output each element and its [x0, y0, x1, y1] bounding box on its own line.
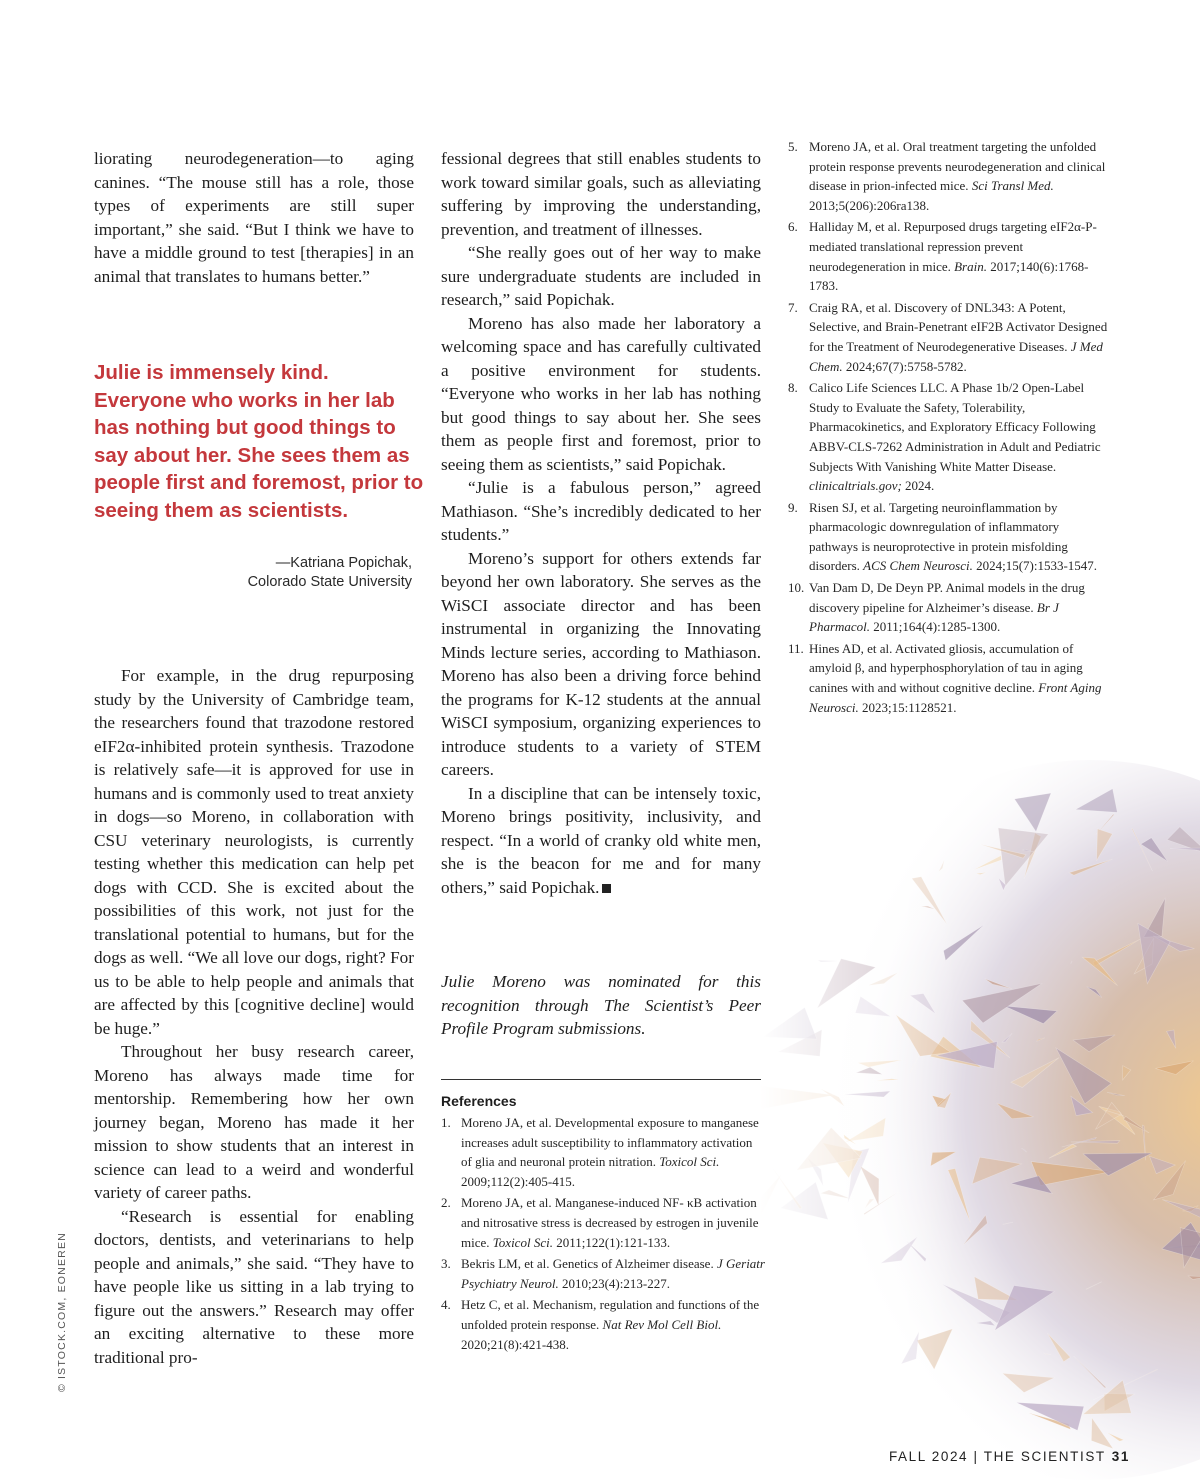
reference-journal: Sci Transl Med. [971, 178, 1054, 194]
reference-item [788, 378, 1110, 496]
reference-number: 9. [788, 499, 798, 515]
reference-number: 3. [441, 1256, 451, 1272]
reference-item [788, 298, 1110, 376]
reference-item [788, 578, 1110, 637]
reference-text: Van Dam D, De Deyn PP. Animal models in the drug discovery pipeline for Alzheimer’s disease. [809, 580, 1085, 615]
reference-item [788, 639, 1110, 717]
faceted-sphere-illustration [760, 760, 1200, 1482]
body-paragraph: Throughout her busy research career, Moreno has always made time for mentorship. Remembering how her own journey began, Moreno has made it her mission to show students that an interest in science can lead to a weird and wonderful variety of career paths. [94, 1042, 414, 1202]
final-paragraph-text: In a discipline that can be intensely toxic, Moreno brings positivity, inclusivity, and respect. “In a world of cranky old white men, she is the beacon for me and for many others,” said Popichak. [441, 783, 761, 897]
reference-text: Moreno JA, et al. Developmental exposure to manganese increases adult susceptibility to inflammatory activation of glia and neuronal protein nitration. [461, 1115, 759, 1170]
reference-text: Hetz C, et al. Mechanism, regulation and functions of the unfolded protein response. [461, 1297, 760, 1332]
reference-journal: clinicaltrials.gov; [809, 478, 902, 494]
references-heading: References [441, 1093, 517, 1109]
reference-journal: Toxicol Sci. [659, 1154, 720, 1170]
body-paragraph: “She really goes out of her way to make sure undergraduate students are included in research,” said Popichak. [441, 243, 761, 309]
reference-citation: 2024. [905, 478, 935, 494]
attribution-name: —Katriana Popichak, [275, 555, 412, 571]
reference-citation: 2011;122(1):121-133. [556, 1234, 671, 1250]
reference-text: Risen SJ, et al. Targeting neuroinflammation by pharmacologic downregulation of inflammatory pathways is neuroprotective in protein misfolding disorders. [809, 499, 1068, 574]
reference-item [441, 1193, 766, 1252]
reference-text: Bekris LM, et al. Genetics of Alzheimer disease. [461, 1256, 714, 1272]
reference-journal: Toxicol Sci. [492, 1234, 553, 1250]
references-list-b [788, 137, 1110, 719]
reference-number: 10. [788, 580, 805, 596]
reference-item [441, 1295, 766, 1354]
attribution-affiliation: Colorado State University [247, 574, 412, 590]
reference-journal: Br J Pharmacol. [809, 599, 1059, 635]
body-paragraph: “Research is essential for enabling doctors, dentists, and veterinarians to help people and animals,” she said. “They have to have people like us sitting in a lab trying to figure out the answers.” Research may offer an exciting alternative to these more traditional pro- [94, 1206, 414, 1367]
reference-text: Hines AD, et al. Activated gliosis, accumulation of amyloid β, and hyperphosphorylation of tau in aging canines with and without cognitive decline. [809, 640, 1083, 696]
reference-citation: 2013;5(206):206ra138. [809, 197, 930, 213]
body-paragraph: Moreno has also made her laboratory a welcoming space and has carefully cultivated a positive environment for students. “Everyone who works in her lab has nothing but good things to say about her. She sees them as people first and foremost, prior to seeing them as scientists,” said Popichak. [441, 313, 761, 474]
reference-item [788, 137, 1110, 215]
reference-item [788, 498, 1110, 576]
reference-text: Moreno JA, et al. Manganese-induced NF- κB activation and nitrosative stress is decreased by estrogen in juvenile mice. [461, 1195, 759, 1250]
column-2 [441, 147, 761, 899]
reference-citation: 2017;140(6):1768-1783. [809, 258, 1089, 294]
reference-citation: 2009;112(2):405-415. [461, 1173, 575, 1189]
reference-citation: 2011;164(4):1285-1300. [873, 619, 1001, 635]
reference-number: 7. [788, 299, 798, 315]
reference-journal: J Med Chem. [809, 338, 1103, 374]
footer-issue: FALL 2024 | THE SCIENTIST [888, 1449, 1106, 1464]
body-paragraph: “Julie is a fabulous person,” agreed Mathiason. “She’s incredibly dedicated to her students.” [441, 478, 761, 544]
reference-number: 11. [788, 640, 804, 656]
reference-number: 1. [441, 1115, 451, 1130]
reference-citation: 2024;67(7):5758-5782. [845, 358, 967, 374]
page-number: 31 [1111, 1449, 1130, 1464]
reference-item [788, 217, 1110, 295]
reference-item [441, 1113, 766, 1191]
reference-number: 6. [788, 219, 798, 235]
reference-number: 5. [788, 139, 798, 154]
reference-number: 8. [788, 380, 798, 396]
body-paragraph: For example, in the drug repurposing study by the University of Cambridge team, the researchers found that trazodone restored eIF2α-inhibited protein synthesis. Trazodone is relatively safe—it is approved for use in humans and is commonly used to treat anxiety in dogs—so Moreno, in collaboration with CSU veterinary neurologists, is currently testing whether this medication can help pet dogs with CCD. She is excited about the possibilities of this work, not just for the translational potential to humans, but for the dogs as well. “We all love our dogs, right? For us to be able to help people and animals that are affected by this [cognitive decline] would be huge.” [94, 666, 414, 1038]
photo-credit: © ISTOCK.COM, EONEREN [56, 1232, 68, 1392]
pull-quote-attribution [150, 554, 412, 592]
reference-text: Moreno JA, et al. Oral treatment targeting the unfolded protein response prevents neurodegeneration and clinical disease in prion-infected mice. [809, 139, 1106, 194]
reference-citation: 2020;21(8):421-438. [461, 1336, 569, 1352]
body-paragraph: fessional degrees that still enables students to work toward similar goals, such as alleviating suffering by improving the understanding, prevention, and treatment of illnesses. [441, 149, 761, 239]
reference-text: Halliday M, et al. Repurposed drugs targeting eIF2α-P-mediated translational repression prevent neurodegeneration in mice. [809, 219, 1097, 274]
body-paragraph: Moreno’s support for others extends far beyond her own laboratory. She serves as the WiSCI associate director and has been instrumental in organizing the Innovating Minds lecture series, according to Mathiason. Moreno has also been a driving force behind the programs for K-12 students at the annual WiSCI symposium, organizing experiences to introduce students to a variety of STEM careers. [441, 548, 761, 779]
nomination-note: Julie Moreno was nominated for this recognition through The Scientist’s Peer Profile Program submissions. [441, 972, 761, 1038]
reference-text: Calico Life Sciences LLC. A Phase 1b/2 Open-Label Study to Evaluate the Safety, Tolerability, Pharmacokinetics, and Exploratory Efficacy Following ABBV-CLS-7262 Administration in Adult and Pediatric Subjects With Vanishing White Matter Disease. [809, 380, 1101, 474]
end-mark-icon [602, 884, 611, 893]
reference-citation: 2023;15:1128521. [861, 699, 957, 715]
reference-number: 2. [441, 1195, 451, 1211]
reference-journal: Nat Rev Mol Cell Biol. [602, 1316, 722, 1332]
reference-journal: J Geriatr Psychiatry Neurol. [461, 1256, 765, 1291]
reference-journal: Front Aging Neurosci. [809, 680, 1102, 715]
body-paragraph-final [441, 782, 761, 900]
reference-journal: ACS Chem Neurosci. [863, 558, 973, 574]
page-footer [889, 1449, 1130, 1464]
reference-item [441, 1254, 766, 1293]
reference-text: Craig RA, et al. Discovery of DNL343: A Potent, Selective, and Brain-Penetrant eIF2B Activator Designed for the Treatment of Neurodegenerative Diseases. [809, 299, 1108, 354]
pull-quote: Julie is immensely kind. Everyone who works in her lab has nothing but good things to say about her. She sees them as people first and foremost, prior to seeing them as scientists. [94, 361, 424, 522]
column-1-bottom [94, 664, 414, 1369]
reference-citation: 2010;23(4):213-227. [561, 1275, 670, 1291]
reference-journal: Brain. [954, 258, 987, 274]
references-list-a [441, 1113, 766, 1356]
reference-citation: 2024;15(7):1533-1547. [976, 558, 1098, 574]
column-1-top [94, 147, 414, 288]
body-paragraph: liorating neurodegeneration—to aging canines. “The mouse still has a role, those types of experiments are still super important,” she said. “But I think we have to have a middle ground to test [therapies] in an animal that translates to humans better.” [94, 149, 414, 286]
reference-number: 4. [441, 1297, 451, 1313]
references-divider [441, 1079, 761, 1080]
